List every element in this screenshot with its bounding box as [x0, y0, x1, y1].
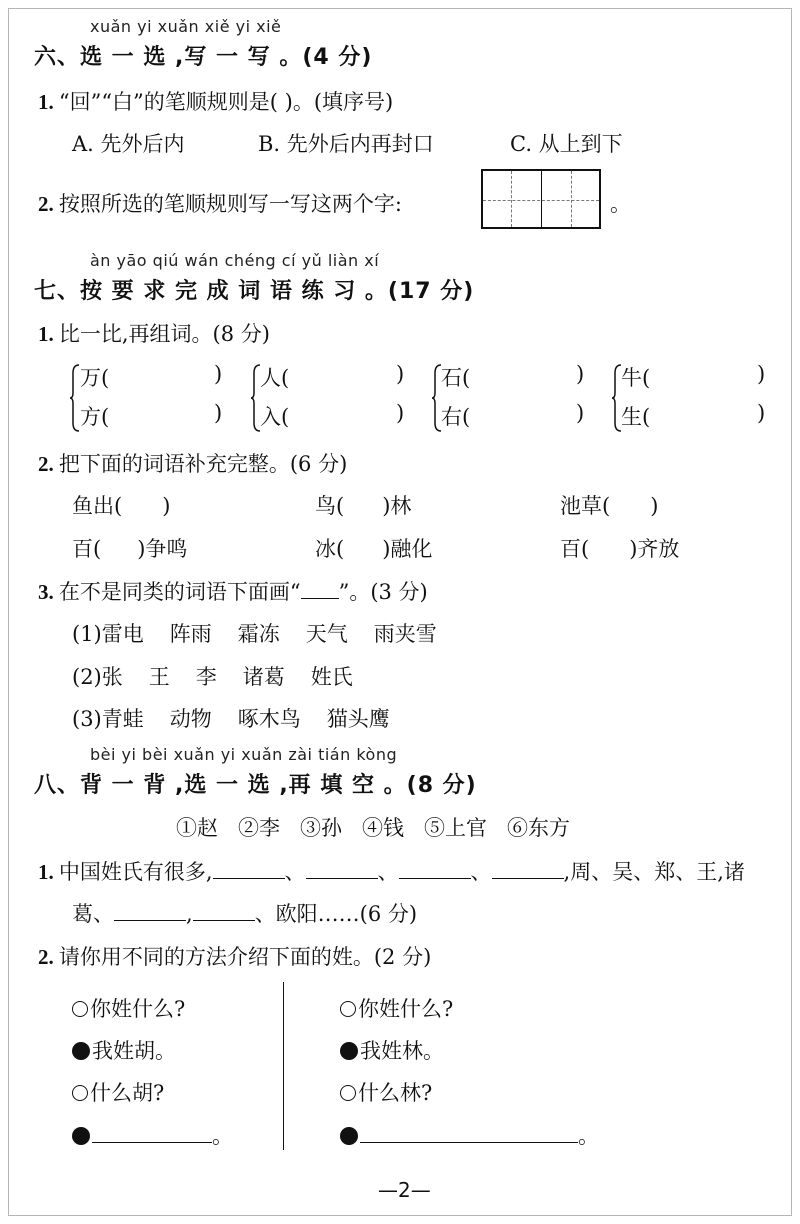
dialog-right-4: 。 [340, 1120, 599, 1150]
filled-circle-icon [72, 1127, 90, 1145]
group-2: (2)张 王 李 诸葛 姓氏 [72, 665, 353, 689]
s6-q2 [38, 188, 402, 218]
q-number: 1. [38, 90, 54, 114]
compare-1b: 方( [80, 405, 110, 429]
underline-sample [301, 580, 339, 599]
close-paren: ) [214, 362, 223, 386]
compare-1a: 万( [80, 366, 110, 390]
answer-blank[interactable] [92, 1124, 212, 1143]
fill-5: 冰( )融化 [315, 537, 433, 561]
q-text-b: ”。(3 分) [338, 580, 428, 604]
q-text: 按照所选的笔顺规则写一写这两个字: [58, 192, 402, 216]
s8-q2 [38, 941, 431, 971]
brace-icon [70, 363, 80, 433]
close-paren: ) [396, 362, 405, 386]
writing-grid[interactable] [481, 169, 601, 229]
group-1: (1)雷电 阵雨 霜冻 天气 雨夹雪 [72, 622, 437, 646]
empty-circle-icon [340, 1001, 356, 1017]
s6-title: 六、选 一 选 ,写 一 写 。(4 分) [34, 45, 373, 70]
q-number: 3. [38, 580, 54, 604]
page-number: —2— [378, 1178, 431, 1202]
empty-circle-icon [340, 1085, 356, 1101]
compare-4a: 牛( [621, 366, 651, 390]
dialog-right-2: 我姓林。 [340, 1035, 444, 1065]
q-number: 2. [38, 945, 54, 969]
close-paren: ) [757, 362, 766, 386]
answer-blank[interactable] [193, 902, 255, 921]
close-paren: ) [576, 362, 585, 386]
s6-pinyin: xuǎn yi xuǎn xiě yi xiě [90, 17, 282, 36]
q-text: 把下面的词语补充完整。(6 分) [58, 452, 348, 476]
q-number: 1. [38, 322, 54, 346]
filled-circle-icon [340, 1042, 358, 1060]
q-text: 请你用不同的方法介绍下面的姓。(2 分) [58, 945, 432, 969]
option-c: C. 从上到下 [510, 132, 623, 156]
close-paren: ) [576, 401, 585, 425]
close-paren: ) [396, 401, 405, 425]
group-3: (3)青蛙 动物 啄木鸟 猫头鹰 [72, 707, 390, 731]
option-b: B. 先外后内再封口 [258, 132, 434, 156]
divider [283, 982, 284, 1150]
dialog-left-3: 什么胡? [72, 1077, 164, 1107]
compare-4b: 生( [621, 405, 651, 429]
answer-blank[interactable] [399, 860, 471, 879]
s7-q1 [38, 318, 270, 348]
s7-q3 [38, 576, 428, 606]
s6-q1 [38, 86, 393, 116]
s8-q1: 1. 中国姓氏有很多, 、 、 、 ,周、吴、郑、王,诸 [38, 860, 745, 884]
fill-4: 百( )争鸣 [72, 537, 188, 561]
filled-circle-icon [72, 1042, 90, 1060]
q2-end: 。 [610, 192, 631, 216]
compare-2b: 入( [260, 405, 290, 429]
q-text: “回”“白”的笔顺规则是( )。(填序号) [58, 90, 394, 114]
dialog-right-3: 什么林? [340, 1077, 432, 1107]
s8-q1-line2: 葛、 , 、欧阳……(6 分) [72, 902, 418, 926]
s8-pinyin: bèi yi bèi xuǎn yi xuǎn zài tián kòng [90, 745, 398, 764]
empty-circle-icon [72, 1085, 88, 1101]
fill-3: 池草( ) [560, 494, 659, 518]
option-a: A. 先外后内 [72, 132, 185, 156]
dialog-right-1: 你姓什么? [340, 993, 453, 1023]
dialog-left-1: 你姓什么? [72, 993, 185, 1023]
close-paren: ) [214, 401, 223, 425]
filled-circle-icon [340, 1127, 358, 1145]
fill-6: 百( )齐放 [560, 537, 680, 561]
q-text: 比一比,再组词。(8 分) [58, 322, 270, 346]
choice-list: ①赵 ②李 ③孙 ④钱 ⑤上官 ⑥东方 [176, 816, 570, 840]
fill-1: 鱼出( ) [72, 494, 171, 518]
s7-pinyin: àn yāo qiú wán chéng cí yǔ liàn xí [90, 251, 380, 270]
fill-2: 鸟( )林 [315, 494, 412, 518]
s7-title: 七、按 要 求 完 成 词 语 练 习 。(17 分) [34, 279, 475, 304]
answer-blank[interactable] [213, 860, 285, 879]
answer-blank[interactable] [492, 860, 564, 879]
answer-blank[interactable] [114, 902, 186, 921]
q-number: 2. [38, 192, 54, 216]
dialog-left-4: 。 [72, 1120, 233, 1150]
answer-blank[interactable] [360, 1124, 578, 1143]
dialog-left-2: 我姓胡。 [72, 1035, 176, 1065]
q-number: 1. [38, 860, 54, 884]
close-paren: ) [757, 401, 766, 425]
q-text-a: 在不是同类的词语下面画“ [58, 580, 301, 604]
compare-3b: 右( [441, 405, 471, 429]
q-number: 2. [38, 452, 54, 476]
compare-3a: 石( [441, 366, 471, 390]
s8-title: 八、背 一 背 ,选 一 选 ,再 填 空 。(8 分) [34, 773, 477, 798]
s7-q2 [38, 448, 347, 478]
empty-circle-icon [72, 1001, 88, 1017]
answer-blank[interactable] [306, 860, 378, 879]
compare-2a: 人( [260, 366, 290, 390]
